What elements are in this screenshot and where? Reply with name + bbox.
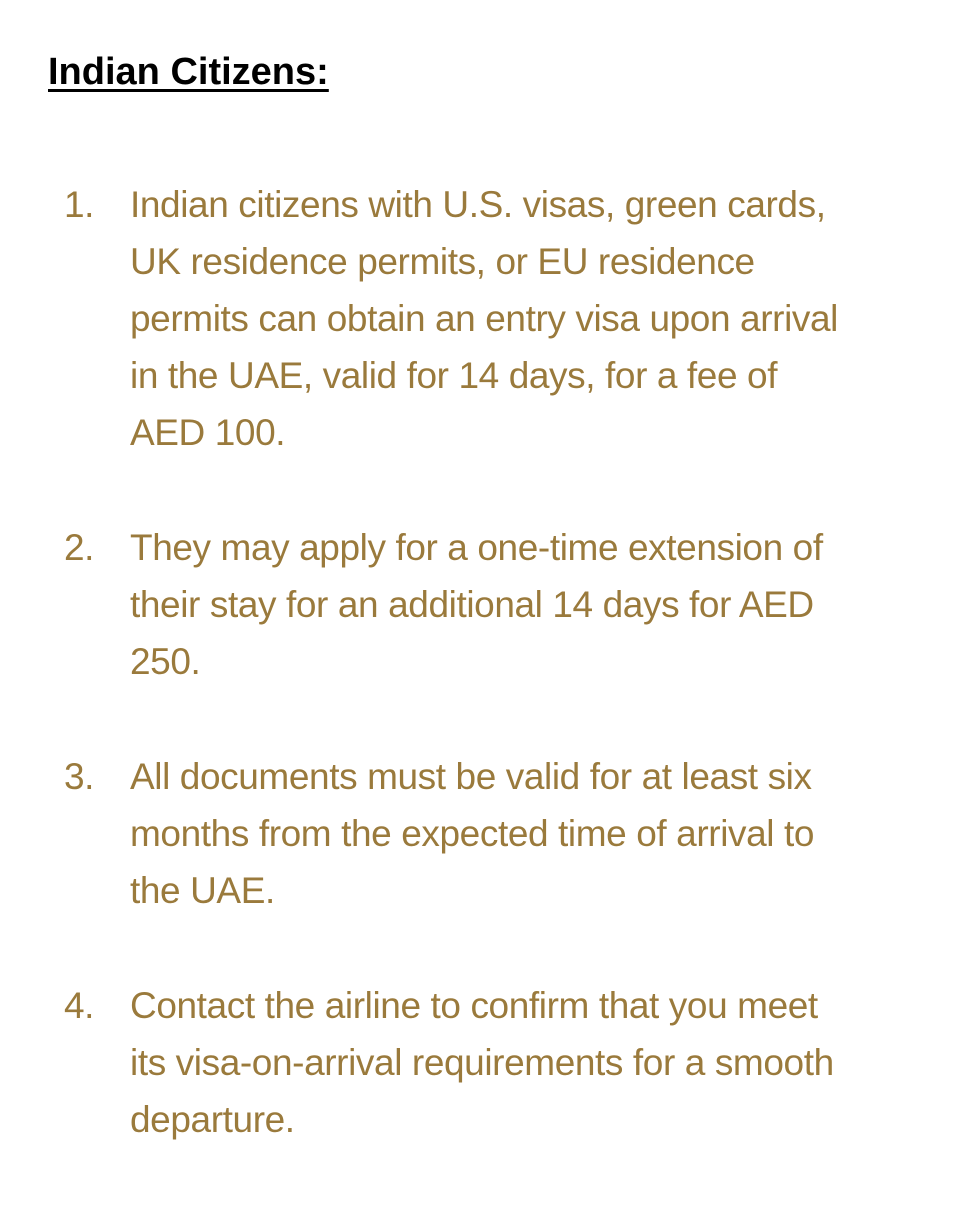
list-item [64,176,944,461]
list-item-text: Contact the airline to confirm that you meet its visa-on-arrival requirements for a smooth departure. [130,985,834,1140]
list-item-number: 1. [64,184,95,225]
list-item [64,748,944,919]
list-item-number: 2. [64,527,95,568]
list-item-text: All documents must be valid for at least six months from the expected time of arrival to the UAE. [130,756,815,911]
list-item-text: Indian citizens with U.S. visas, green cards, UK residence permits, or EU residence permits can obtain an entry visa upon arrival in the UAE, valid for 14 days, for a fee of AED 100. [130,184,838,453]
list-item [64,519,944,690]
list-item-text: They may apply for a one-time extension of their stay for an additional 14 days for AED 250. [130,527,823,682]
list-item-number: 3. [64,756,95,797]
requirements-list [64,176,944,1206]
page-title: Indian Citizens: [48,51,329,93]
list-item-number: 4. [64,985,95,1026]
list-item [64,977,944,1148]
